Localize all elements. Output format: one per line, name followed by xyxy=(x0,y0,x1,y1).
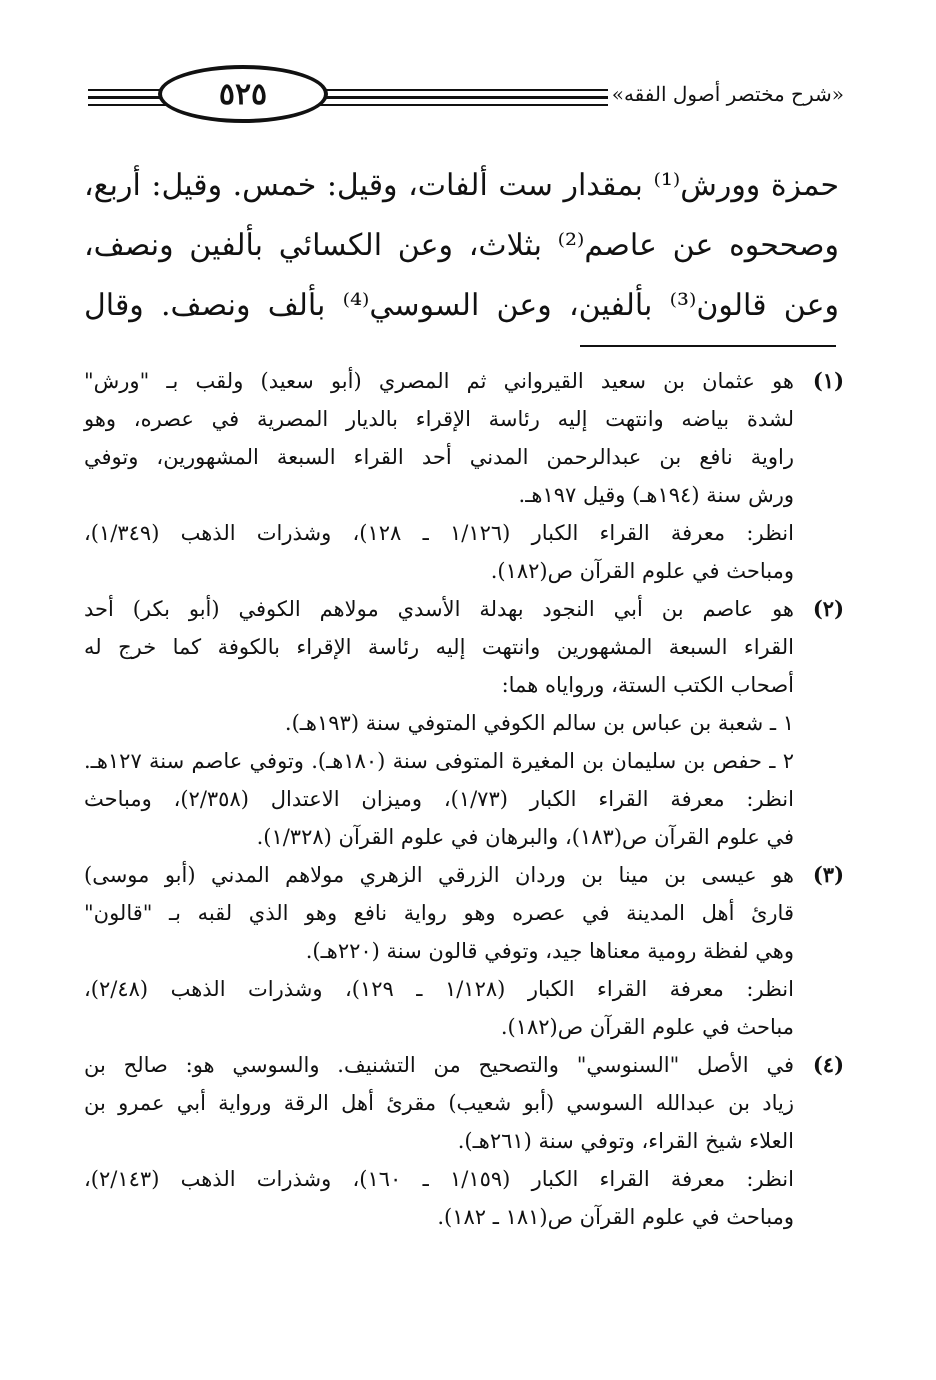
footnote-line: ومباحث في علوم القرآن ص(١٨١ ـ ١٨٢). xyxy=(437,1205,794,1229)
footnote-number: (٢) xyxy=(812,596,844,621)
running-title: «شرح مختصر أصول الفقه» xyxy=(611,82,844,106)
footnote xyxy=(84,856,844,1046)
footnote xyxy=(84,590,844,856)
main-text-line: وعن قالون⁽³⁾ بألفين، وعن السوسي⁽⁴⁾ بألف ونصف. وقال xyxy=(84,288,840,323)
footnote-line: ومباحث في علوم القرآن ص(١٨٢). xyxy=(490,559,794,583)
footnote-line: وهي لفظة رومية معناها جيد، وتوفي قالون سنة (٢٢٠هـ). xyxy=(305,939,794,963)
footnote-line: ٢ ـ حفص بن سليمان بن المغيرة المتوفى سنة (١٨٠هـ). وتوفي عاصم سنة ١٢٧هـ. xyxy=(84,749,794,773)
footnote xyxy=(84,362,844,590)
main-text-line: حمزة وورش⁽¹⁾ بمقدار ست ألفات، وقيل: خمس. وقيل: أربع، xyxy=(84,168,839,203)
footnote-line: انظر: معرفة القراء الكبار (١/١٢٨ ـ ١٢٩)، وشذرات الذهب (٢/٤٨)، xyxy=(84,977,794,1001)
footnotes xyxy=(84,362,844,1236)
footnote-number: (٤) xyxy=(812,1052,844,1077)
footnote-line: انظر: معرفة القراء الكبار (١/١٥٩ ـ ١٦٠)، وشذرات الذهب (٢/١٤٣)، xyxy=(84,1167,794,1191)
footnote-line: هو عيسى بن مينا بن وردان الزرقي الزهري مولاهم المدني (أبو موسى) xyxy=(84,863,794,887)
footnote-line: انظر: معرفة القراء الكبار (١/٧٣)، وميزان الاعتدال (٢/٣٥٨)، ومباحث xyxy=(84,787,794,811)
footnote-line: راوية نافع بن عبدالرحمن المدني أحد القراء السبعة المشهورين، وتوفي xyxy=(84,445,794,469)
footnote-number: (١) xyxy=(812,368,844,393)
footnote-line: أصحاب الكتب الستة، ورواياه هما: xyxy=(501,673,794,697)
footnote-line: لشدة بياضه وانتهت إليه رئاسة الإقراء بالديار المصرية في عصره، وهو xyxy=(84,407,794,431)
main-text-line: وصححوه عن عاصم⁽²⁾ بثلاث، وعن الكسائي بألفين ونصف، xyxy=(84,228,839,263)
footnote-line: العلاء شيخ القراء، وتوفي سنة (٢٦١هـ). xyxy=(457,1129,794,1153)
footnote-line: ورش سنة (١٩٤هـ) وقيل ١٩٧هـ. xyxy=(518,483,794,507)
footnote-line: في علوم القرآن ص(١٨٣)، والبرهان في علوم القرآن (١/٣٢٨). xyxy=(256,825,794,849)
footnote xyxy=(84,1046,844,1236)
page-header xyxy=(84,62,844,132)
footnote-line: مباحث في علوم القرآن ص(١٨٢). xyxy=(500,1015,794,1039)
footnote-line: انظر: معرفة القراء الكبار (١/١٢٦ ـ ١٢٨)، وشذرات الذهب (١/٣٤٩)، xyxy=(84,521,794,545)
footnote-line: في الأصل "السنوسي" والتصحيح من التشنيف. والسوسي هو: صالح بن xyxy=(84,1053,794,1077)
footnote-line: قارئ أهل المدينة في عصره وهو رواية نافع وهو الذي لقبه بـ "قالون" xyxy=(84,901,794,925)
footnote-separator xyxy=(580,345,836,347)
main-text xyxy=(84,156,839,336)
footnote-line: ١ ـ شعبة بن عباس بن سالم الكوفي المتوفي سنة (١٩٣هـ). xyxy=(284,711,794,735)
page-number: ٥٢٥ xyxy=(158,65,328,123)
footnote-line: هو عثمان بن سعيد القيرواني ثم المصري (أبو سعيد) ولقب بـ "ورش" xyxy=(84,369,794,393)
footnote-line: القراء السبعة المشهورين وانتهت إليه رئاسة الإقراء بالكوفة كما خرج له xyxy=(84,635,794,659)
footnote-number: (٣) xyxy=(812,862,844,887)
footnote-line: زياد بن عبدالله السوسي (أبو شعيب) مقرئ أهل الرقة ورواية أبي عمرو بن xyxy=(84,1091,794,1115)
footnote-line: هو عاصم بن أبي النجود بهدلة الأسدي مولاهم الكوفي (أبو بكر) أحد xyxy=(84,597,794,621)
